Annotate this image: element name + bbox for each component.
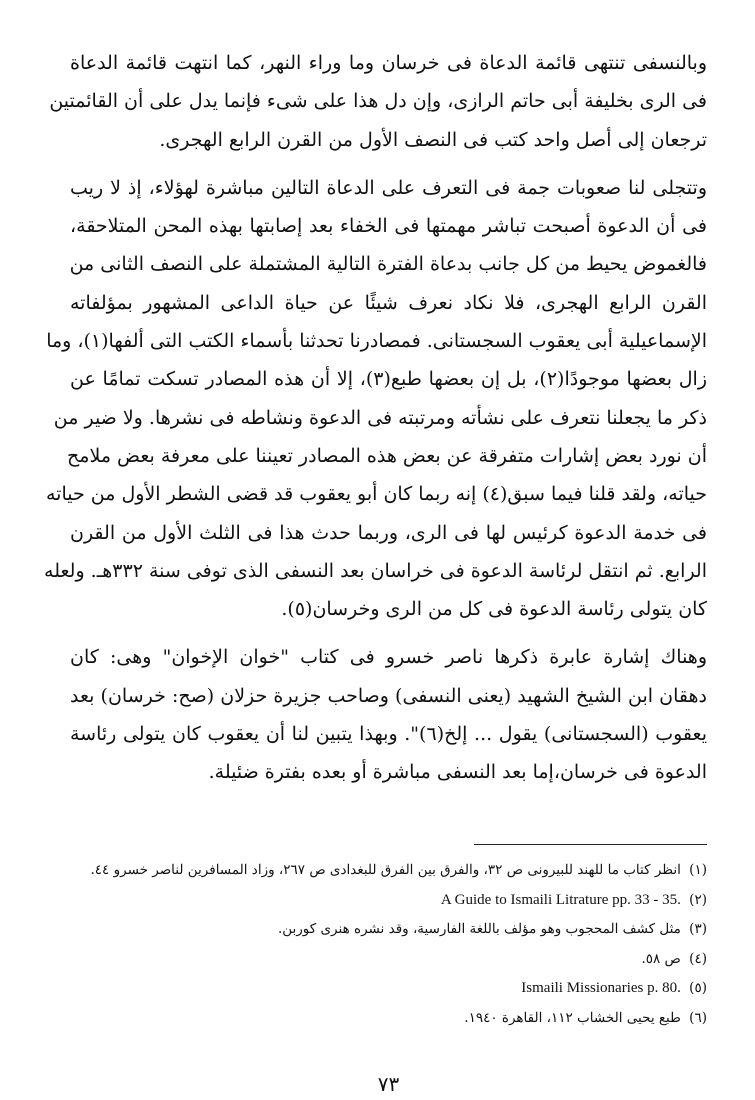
page-body — [44, 44, 708, 1096]
footnote-6 — [70, 1004, 707, 1034]
text-line: وهناك إشارة عابرة ذكرها ناصر خسرو فى كتاب "خوان الإخوان" وهى: كان — [70, 646, 707, 669]
footnote-number: (١) — [689, 862, 707, 878]
footnote-1 — [70, 856, 707, 886]
text-line: زال بعضها موجودًا(٢)، بل إن بعضها طبع(٣)، إلا أن هذه المصادر تسكت تمامًا عن — [70, 368, 707, 391]
footnotes — [70, 856, 707, 1033]
text-line: وبالنسفى تنتهى قائمة الدعاة فى خرسان وما وراء النهر، كما انتهت قائمة الدعاة — [70, 52, 707, 74]
text-line: ذكر ما يجعلنا نتعرف على نشأته ومرتبته فى الدعوة ونشاطه فى نشرها. ولا ضير من — [53, 406, 707, 429]
text-line: ترجعان إلى أصل واحد كتب فى النصف الأول من القرن الرابع الهجرى. — [159, 128, 707, 151]
footnote-text: A Guide to Ismaili Litrature pp. 33 - 35. — [440, 891, 681, 908]
footnote-number: (٢) — [689, 891, 707, 908]
footnote-3 — [70, 915, 707, 945]
text-line: حياته، ولقد قلنا فيما سبق(٤) إنه ربما كان أبو يعقوب قد قضى الشطر الأول من حياته — [46, 483, 707, 506]
paragraph-1 — [49, 44, 707, 159]
text-line: فالغموض يحيط من كل جانب بدعاة الفترة التالية المشتملة على النصف الثانى من — [69, 253, 707, 276]
text-line: أن نورد بعض إشارات متفرقة عن بعض هذه المصادر تعيننا على معرفة بعض ملامح — [67, 444, 707, 467]
text-line: فى الرى بخليفة أبى حاتم الرازى، وإن دل هذا على شىء فإنما يدل على أن القائمتين — [49, 90, 707, 113]
footnote-text: مثل كشف المحجوب وهو مؤلف باللغة الفارسية، وقد نشره هنرى كوربن. — [277, 921, 681, 937]
footnote-number: (٥) — [689, 980, 707, 996]
text-line: الرابع. ثم انتقل لرئاسة الدعوة فى خراسان بعد النسفى الذى توفى سنة ٣٣٢هـ. ولعله — [44, 559, 707, 582]
paragraph-3 — [70, 638, 707, 791]
text-line: القرن الرابع الهجرى، فلا نكاد نعرف شيئًا عن حياة الداعى المشهور بمؤلفاته — [70, 291, 707, 314]
text-line: الإسماعيلية أبى يعقوب السجستانى. فمصادرنا تحدثنا بأسماء الكتب التى ألفها(١)، وما — [46, 330, 707, 353]
footnote-text: انظر كتاب ما للهند للبيرونى ص ٣٢، والفرق بين الفرق للبغدادى ص ٢٦٧، وزاد المسافرين لناصر خسرو ٤٤. — [90, 862, 681, 878]
text-line: دهقان ابن الشيخ الشهيد (يعنى النسفى) وصاحب جزيرة حزلان (صح: خرسان) بعد — [70, 684, 707, 707]
text-line: وتتجلى لنا صعوبات جمة فى التعرف على الدعاة التالين مباشرة لهؤلاء، إذ لا ريب — [70, 176, 707, 199]
footnote-2 — [70, 886, 707, 916]
footnote-text: ص ٥٨. — [641, 950, 681, 967]
footnote-number: (٤) — [689, 950, 707, 967]
footnote-text: Ismaili Missionaries p. 80. — [521, 980, 681, 996]
text-line: الدعوة فى خرسان،إما بعد النسفى مباشرة أو بعده بفترة ضئيلة. — [208, 761, 707, 784]
paragraph-2 — [44, 169, 707, 629]
page-number: ٧٣ — [377, 1072, 400, 1096]
footnote-number: (٦) — [689, 1009, 707, 1026]
text-line: فى خدمة الدعوة كرئيس لها فى الرى، وربما حدث هذا فى الثلث الأول من القرن — [70, 521, 707, 544]
footnote-4 — [70, 945, 707, 975]
text-line: كان يتولى رئاسة الدعوة فى كل من الرى وخرسان(٥). — [281, 598, 707, 621]
text-line: فى أن الدعوة أصبحت تباشر مهمتها فى الخفاء بعد إصابتها بهذه المحن المتلاحقة، — [70, 215, 707, 238]
footnote-text: طبع يحيى الخشاب ١١٢، القاهرة ١٩٤٠. — [464, 1009, 681, 1026]
footnote-5 — [70, 974, 707, 1004]
footnote-number: (٣) — [689, 921, 707, 937]
text-line: يعقوب (السجستانى) يقول ... إلخ(٦)". وبهذا يتبين لنا أن يعقوب كان يتولى رئاسة — [70, 723, 708, 746]
footnote-divider — [474, 844, 707, 845]
